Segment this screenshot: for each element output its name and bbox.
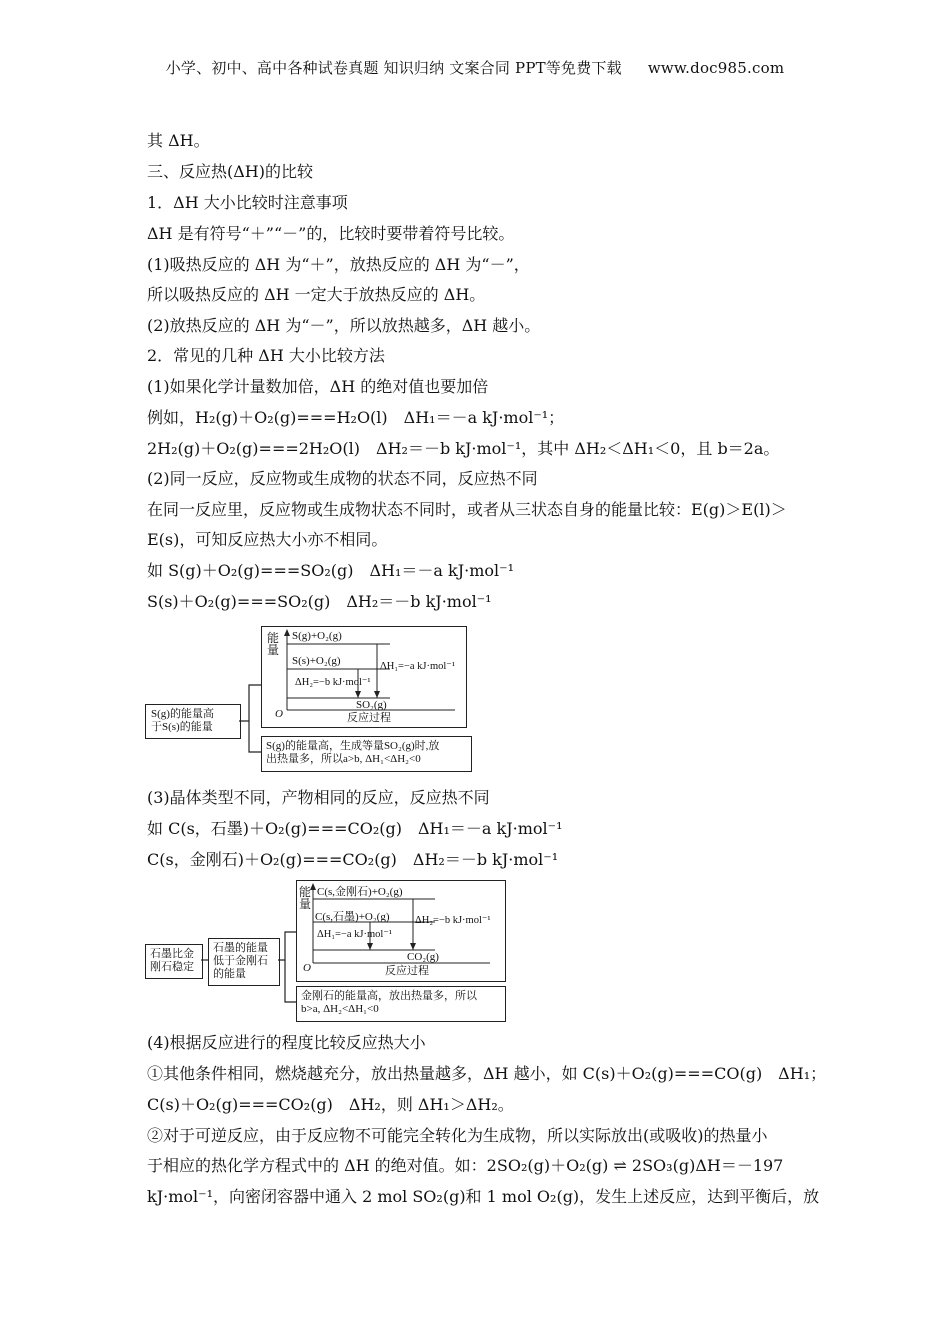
equation-line: 如 C(s，石墨)＋O₂(g)===CO₂(g) ΔH₁＝－a kJ·mol⁻¹ xyxy=(147,819,563,838)
header-url[interactable]: www.doc985.com xyxy=(647,59,785,77)
diagram2-dh1: ΔH₁=−a kJ·mol⁻¹ xyxy=(317,929,392,940)
diagram2-box-b-text: 石墨的能量 低于金刚石 的能量 xyxy=(213,942,268,980)
subheading: 1．ΔH 大小比较时注意事项 xyxy=(147,193,348,212)
diagram1-dh1: ΔH₁=−a kJ·mol⁻¹ xyxy=(380,661,455,672)
diagram1-dh2: ΔH₂=−b kJ·mol⁻¹ xyxy=(295,677,371,688)
diagram1-x-label: 反应过程 xyxy=(347,712,391,724)
text-line: ΔH 是有符号“＋”“－”的，比较时要带着符号比较。 xyxy=(147,224,515,243)
text-line: (2)放热反应的 ΔH 为“－”，所以放热越多，ΔH 越小。 xyxy=(147,316,541,335)
text-line: E(s)，可知反应热大小亦不相同。 xyxy=(147,530,388,549)
diagram1-y-axis-label: 能 量 xyxy=(267,631,280,657)
text-line: 其 ΔH。 xyxy=(147,131,210,150)
page-header xyxy=(0,57,950,78)
section-heading: 三、反应热(ΔH)的比较 xyxy=(147,162,313,181)
equation-line: 2H₂(g)＋O₂(g)===2H₂O(l) ΔH₂＝－b kJ·mol⁻¹，其中 ΔH₂＜ΔH₁＜0，且 b＝2a。 xyxy=(147,439,780,458)
diagram2-conclusion: 金刚石的能量高，放出热量多，所以 b>a, ΔH₂<ΔH₁<0 xyxy=(301,990,477,1015)
diagram2-box-a-text: 石墨比金 刚石稳定 xyxy=(150,948,194,973)
diagram1-level-bottom: SO₂(g) xyxy=(356,699,387,711)
energy-diagram-sulfur xyxy=(145,624,475,774)
diagram1-lines xyxy=(145,624,475,774)
subheading: 2．常见的几种 ΔH 大小比较方法 xyxy=(147,346,385,365)
text-line: 在同一反应里，反应物或生成物状态不同时，或者从三状态自身的能量比较：E(g)＞E(l)＞ xyxy=(147,500,787,519)
text-line: C(s)＋O₂(g)===CO₂(g) ΔH₂，则 ΔH₁＞ΔH₂。 xyxy=(147,1095,514,1114)
diagram2-level-mid: C(s,石墨)+O₂(g) xyxy=(315,911,390,923)
diagram2-origin: O xyxy=(303,962,311,974)
diagram1-left-text: S(g)的能量高 于S(s)的能量 xyxy=(151,708,214,733)
text-line: 于相应的热化学方程式中的 ΔH 的绝对值。如：2SO₂(g)＋O₂(g) ⇌ 2SO₃(g)ΔH＝－197 xyxy=(147,1156,784,1175)
energy-diagram-carbon xyxy=(145,878,515,1024)
equation-line: C(s，金刚石)＋O₂(g)===CO₂(g) ΔH₂＝－b kJ·mol⁻¹ xyxy=(147,850,559,869)
text-line: kJ·mol⁻¹，向密闭容器中通入 2 mol SO₂(g)和 1 mol O₂(g)，发生上述反应，达到平衡后，放 xyxy=(147,1187,820,1206)
text-line: 所以吸热反应的 ΔH 一定大于放热反应的 ΔH。 xyxy=(147,285,486,304)
text-line: (1)如果化学计量数加倍，ΔH 的绝对值也要加倍 xyxy=(147,377,489,396)
text-line: (1)吸热反应的 ΔH 为“＋”，放热反应的 ΔH 为“－”， xyxy=(147,255,530,274)
text-line: (3)晶体类型不同，产物相同的反应，反应热不同 xyxy=(147,788,490,807)
diagram1-origin: O xyxy=(275,708,283,720)
diagram1-level-mid: S(s)+O₂(g) xyxy=(292,655,341,667)
diagram2-lines xyxy=(145,878,515,1024)
text-line: ①其他条件相同，燃烧越充分，放出热量越多，ΔH 越小，如 C(s)＋O₂(g)===CO(g) ΔH₁； xyxy=(147,1064,827,1083)
text-line: (2)同一反应，反应物或生成物的状态不同，反应热不同 xyxy=(147,469,538,488)
diagram1-conclusion: S(g)的能量高，生成等量SO₂(g)时,放 出热量多，所以a>b, ΔH₁<ΔH₂<0 xyxy=(266,740,440,765)
diagram2-level-bottom: CO₂(g) xyxy=(407,951,439,963)
header-text: 小学、初中、高中各种试卷真题 知识归纳 文案合同 PPT等免费下载 xyxy=(165,59,622,77)
equation-line: S(s)＋O₂(g)===SO₂(g) ΔH₂＝－b kJ·mol⁻¹ xyxy=(147,592,492,611)
diagram2-level-top: C(s,金刚石)+O₂(g) xyxy=(317,886,403,898)
equation-line: 如 S(g)＋O₂(g)===SO₂(g) ΔH₁＝－a kJ·mol⁻¹ xyxy=(147,561,514,580)
equation-line: 例如，H₂(g)＋O₂(g)===H₂O(l) ΔH₁＝－a kJ·mol⁻¹； xyxy=(147,408,565,427)
diagram2-y-axis-label: 能 量 xyxy=(299,885,312,911)
diagram2-dh2: ΔH₂=−b kJ·mol⁻¹ xyxy=(415,915,491,926)
text-line: ②对于可逆反应，由于反应物不可能完全转化为生成物，所以实际放出(或吸收)的热量小 xyxy=(147,1126,768,1145)
diagram2-x-label: 反应过程 xyxy=(385,965,429,977)
text-line: (4)根据反应进行的程度比较反应热大小 xyxy=(147,1033,426,1052)
diagram1-level-top: S(g)+O₂(g) xyxy=(292,630,342,642)
